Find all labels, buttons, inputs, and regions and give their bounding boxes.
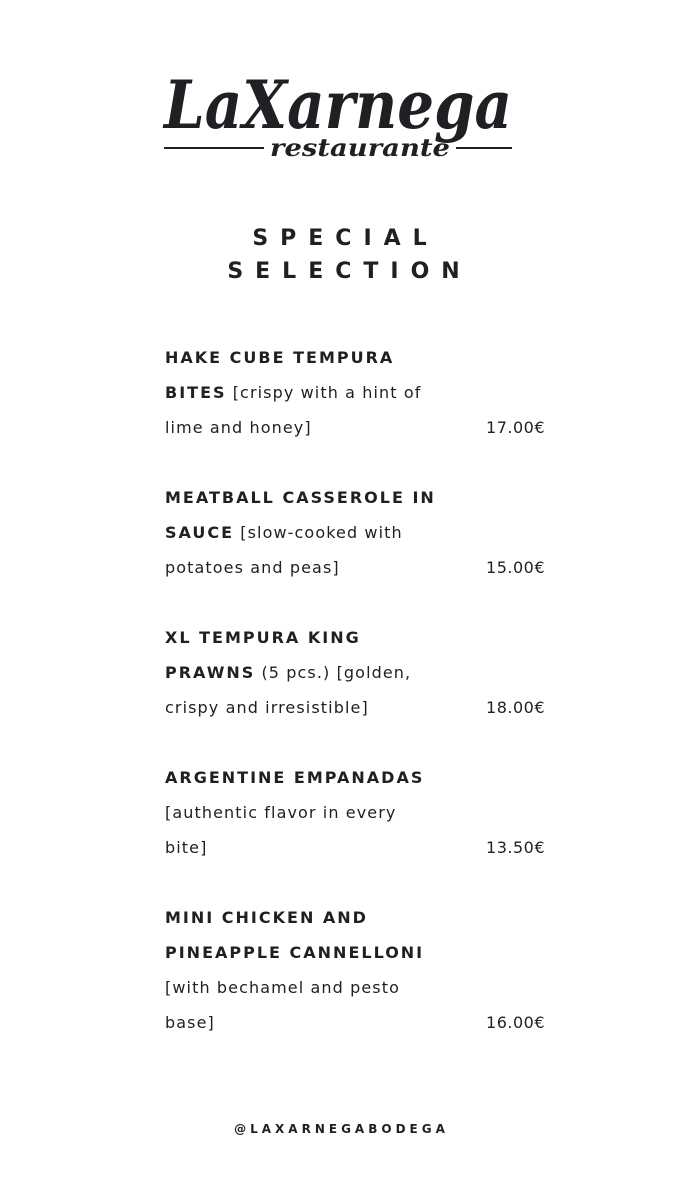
dish-description: [slow-cooked with: [234, 523, 403, 542]
dish-name: HAKE CUBE TEMPURA: [165, 348, 395, 367]
dish-price: 15.00€: [486, 558, 545, 577]
dish-description: lime and honey]: [165, 418, 312, 437]
social-handle: @LAXARNEGABODEGA: [234, 1122, 449, 1136]
dish-name: XL TEMPURA KING: [165, 628, 361, 647]
dish-description: [authentic flavor in every: [165, 803, 397, 822]
dish-description: crispy and irresistible]: [165, 698, 369, 717]
dish-name: SAUCE: [165, 523, 235, 542]
dish-name: PRAWNS: [165, 663, 256, 682]
menu-heading-line1: SPECIAL: [252, 226, 439, 251]
dish-name: BITES: [165, 383, 227, 402]
dish-name: ARGENTINE EMPANADAS: [165, 768, 425, 787]
menu-item: [165, 480, 545, 585]
restaurant-logo: [160, 48, 520, 170]
dish-description: bite]: [165, 838, 208, 857]
menu-heading-line2: SELECTION: [227, 259, 472, 284]
dish-description: (5 pcs.) [golden,: [255, 663, 412, 682]
menu-item: [165, 340, 545, 445]
dish-name: MEATBALL CASSEROLE IN: [165, 488, 436, 507]
logo-wordmark: LaXarnega: [162, 66, 512, 144]
dish-description: base]: [165, 1013, 215, 1032]
dish-name: PINEAPPLE CANNELLONI: [165, 943, 425, 962]
dish-description: potatoes and peas]: [165, 558, 340, 577]
menu-item: [165, 760, 545, 865]
dish-price: 18.00€: [486, 698, 545, 717]
dish-description: [crispy with a hint of: [226, 383, 422, 402]
dish-price: 16.00€: [486, 1013, 545, 1032]
logo-subtitle: restaurante: [270, 133, 450, 162]
dish-description: [with bechamel and pesto: [165, 978, 400, 997]
dish-price: 13.50€: [486, 838, 545, 857]
menu-item: [165, 900, 545, 1040]
dish-name: MINI CHICKEN AND: [165, 908, 368, 927]
menu-item: [165, 620, 545, 725]
dish-price: 17.00€: [486, 418, 545, 437]
